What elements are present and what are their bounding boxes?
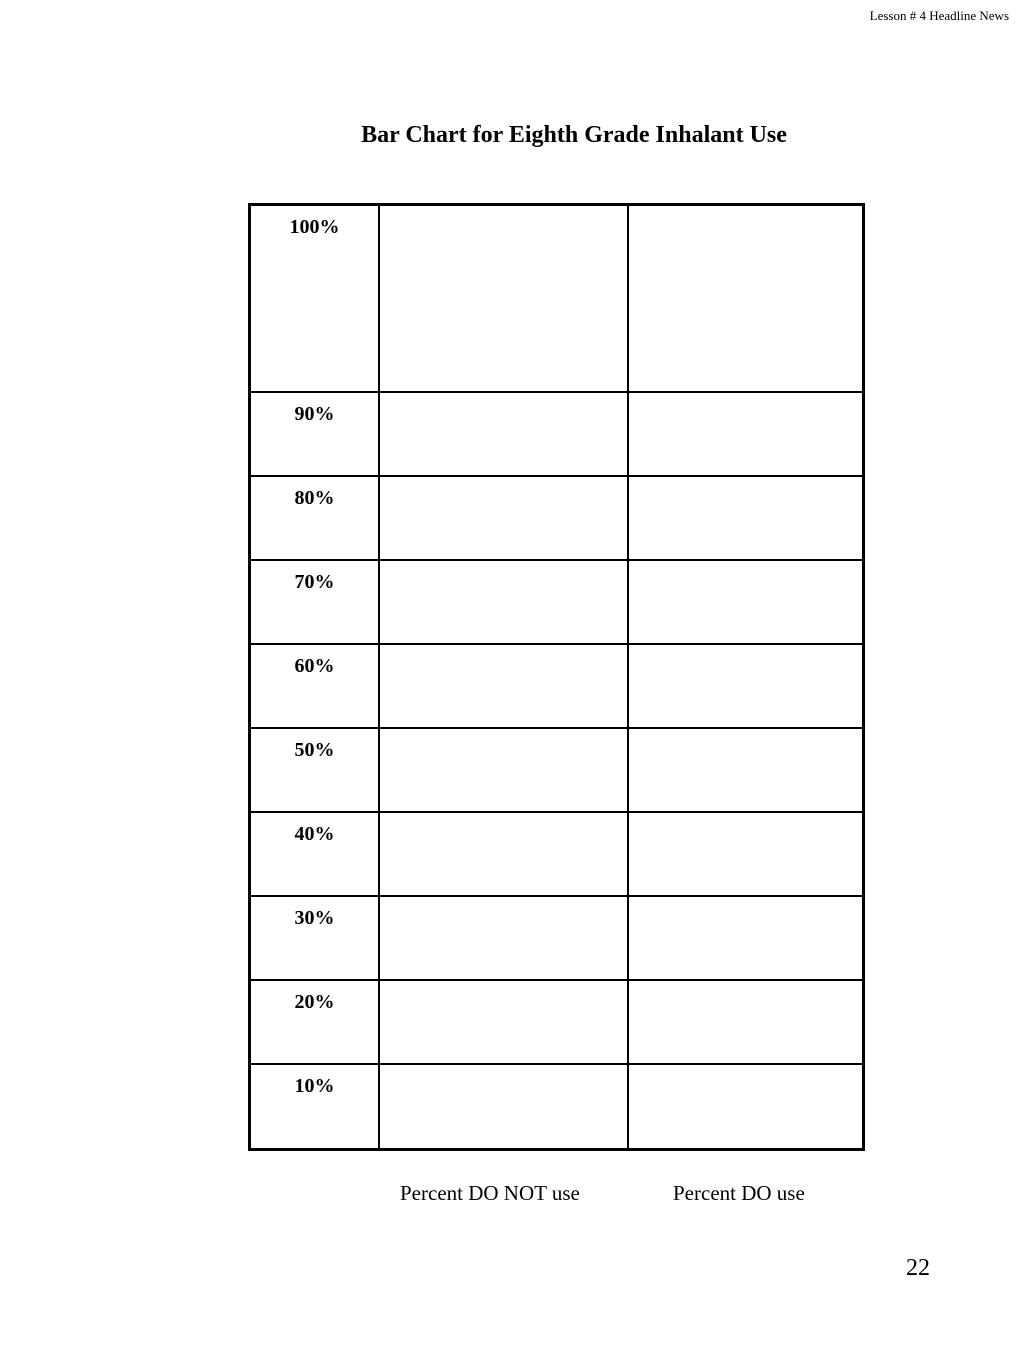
page-title: Bar Chart for Eighth Grade Inhalant Use (361, 122, 787, 148)
x-label-do-not-use: Percent DO NOT use (400, 1181, 580, 1205)
y-label-text: 90% (294, 403, 335, 425)
grid-cell-do-use (628, 476, 862, 560)
y-label-80 (251, 476, 379, 560)
y-label-100 (251, 206, 379, 392)
grid-table (251, 206, 862, 1148)
y-label-text: 100% (289, 216, 340, 238)
grid-cell-do-use (628, 206, 862, 392)
y-label-20 (251, 980, 379, 1064)
grid-row-100 (251, 206, 862, 392)
grid-cell-do-not-use (379, 392, 628, 476)
grid-cell-do-use (628, 392, 862, 476)
grid-row-50 (251, 728, 862, 812)
grid-cell-do-not-use (379, 980, 628, 1064)
grid-cell-do-not-use (379, 896, 628, 980)
y-label-text: 70% (294, 571, 335, 593)
bar-chart-grid (248, 203, 865, 1151)
y-label-70 (251, 560, 379, 644)
grid-cell-do-use (628, 560, 862, 644)
y-label-text: 80% (294, 487, 335, 509)
y-label-30 (251, 896, 379, 980)
grid-cell-do-use (628, 812, 862, 896)
grid-cell-do-not-use (379, 812, 628, 896)
y-label-90 (251, 392, 379, 476)
grid-cell-do-not-use (379, 560, 628, 644)
grid-row-70 (251, 560, 862, 644)
grid-cell-do-not-use (379, 476, 628, 560)
grid-cell-do-use (628, 980, 862, 1064)
y-label-text: 20% (294, 991, 335, 1013)
y-label-text: 60% (294, 655, 335, 677)
grid-row-80 (251, 476, 862, 560)
x-label-do-use: Percent DO use (673, 1181, 805, 1205)
grid-cell-do-use (628, 1064, 862, 1148)
header-note: Lesson # 4 Headline News (869, 8, 1009, 23)
grid-cell-do-not-use (379, 644, 628, 728)
grid-cell-do-not-use (379, 1064, 628, 1148)
y-label-text: 30% (294, 907, 335, 929)
grid-row-90 (251, 392, 862, 476)
grid-row-20 (251, 980, 862, 1064)
grid-cell-do-use (628, 644, 862, 728)
page-number: 22 (906, 1255, 930, 1281)
grid-cell-do-use (628, 896, 862, 980)
grid-cell-do-use (628, 728, 862, 812)
grid-cell-do-not-use (379, 728, 628, 812)
grid-row-60 (251, 644, 862, 728)
y-label-text: 10% (294, 1075, 335, 1097)
grid-cell-do-not-use (379, 206, 628, 392)
y-label-text: 50% (294, 739, 335, 761)
grid-row-10 (251, 1064, 862, 1148)
grid-row-30 (251, 896, 862, 980)
y-label-50 (251, 728, 379, 812)
grid-row-40 (251, 812, 862, 896)
y-label-10 (251, 1064, 379, 1148)
y-label-60 (251, 644, 379, 728)
y-label-40 (251, 812, 379, 896)
y-label-text: 40% (294, 823, 335, 845)
